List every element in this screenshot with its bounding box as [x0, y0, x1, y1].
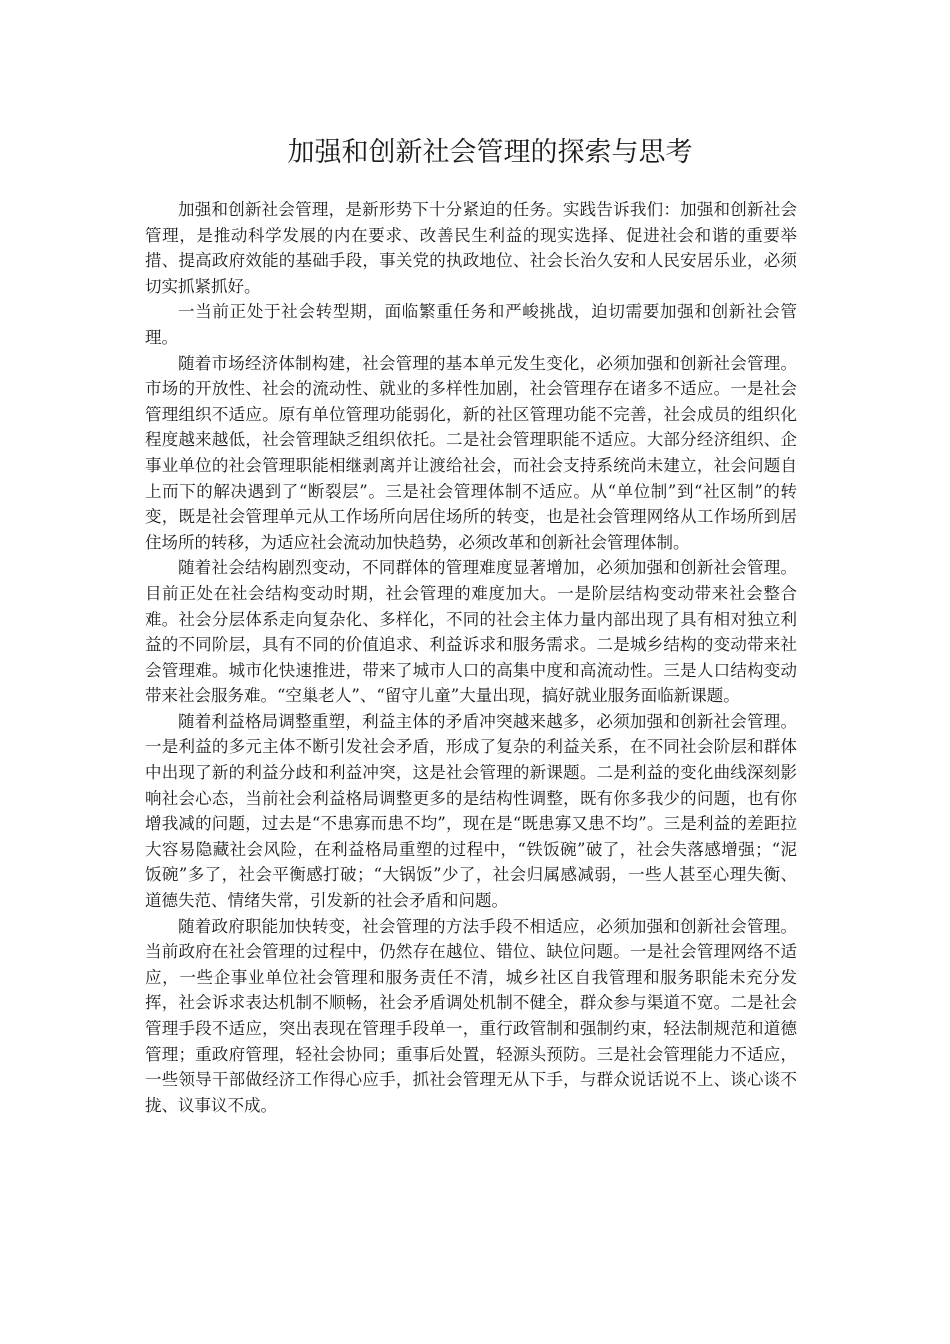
document-title: 加强和创新社会管理的探索与思考 — [287, 137, 693, 168]
paragraph-social-structure: 随着社会结构剧烈变动，不同群体的管理难度显著增加，必须加强和创新社会管理。目前正处在社会结构变动时期，社会管理的难度加大。一是阶层结构变动带来社会整合难。社会分层体系走向复杂化、多样化，不同的社会主体力量内部出现了具有相对独立利益的不同阶层，具有不同的价值追求、利益诉求和服务需求。二是城乡结构的变动带来社会管理难。城市化快速推进，带来了城市人口的高集中度和高流动性。三是人口结构变动带来社会服务难。“空巢老人”、“留守儿童”大量出现，搞好就业服务面临新课题。 — [145, 558, 797, 706]
paragraph-interest-pattern: 随着利益格局调整重塑，利益主体的矛盾冲突越来越多，必须加强和创新社会管理。一是利益的多元主体不断引发社会矛盾，形成了复杂的利益关系，在不同社会阶层和群体中出现了新的利益分歧和利益冲突，这是社会管理的新课题。二是利益的变化曲线深刻影响社会心态，当前社会利益格局调整更多的是结构性调整，既有你多我少的问题，也有你增我减的问题，过去是“不患寡而患不均”，现在是“既患寡又患不均”。三是利益的差距拉大容易隐藏社会风险，在利益格局重塑的过程中，“铁饭碗”破了，社会失落感增强；“泥饭碗”多了，社会平衡感打破；“大锅饭”少了，社会归属感减弱，一些人甚至心理失衡、道德失范、情绪失常，引发新的社会矛盾和问题。 — [145, 711, 797, 911]
document-body — [145, 197, 797, 1118]
paragraph-market-economy: 随着市场经济体制构建，社会管理的基本单元发生变化，必须加强和创新社会管理。市场的开放性、社会的流动性、就业的多样性加剧，社会管理存在诸多不适应。一是社会管理组织不适应。原有单位管理功能弱化，新的社区管理功能不完善，社会成员的组织化程度越来越低，社会管理缺乏组织依托。二是社会管理职能不适应。大部分经济组织、企事业单位的社会管理职能相继剥离并让渡给社会，而社会支持系统尚未建立，社会问题自上而下的解决遇到了“断裂层”。三是社会管理体制不适应。从“单位制”到“社区制”的转变，既是社会管理单元从工作场所向居住场所的转变，也是社会管理网络从工作场所到居住场所的转移，为适应社会流动加快趋势，必须改革和创新社会管理体制。 — [145, 353, 797, 552]
paragraph-intro: 加强和创新社会管理，是新形势下十分紧迫的任务。实践告诉我们：加强和创新社会管理，是推动科学发展的内在要求、改善民生利益的现实选择、促进社会和谐的重要举措、提高政府效能的基础手段，事关党的执政地位、社会长治久安和人民安居乐业，必须切实抓紧抓好。 — [145, 200, 797, 296]
paragraph-government-function: 随着政府职能加快转变，社会管理的方法手段不相适应，必须加强和创新社会管理。当前政府在社会管理的过程中，仍然存在越位、错位、缺位问题。一是社会管理网络不适应，一些企事业单位社会管理和服务责任不清，城乡社区自我管理和服务职能未充分发挥，社会诉求表达机制不顺畅，社会矛盾调处机制不健全，群众参与渠道不宽。二是社会管理手段不适应，突出表现在管理手段单一，重行政管制和强制约束，轻法制规范和道德管理；重政府管理，轻社会协同；重事后处置，轻源头预防。三是社会管理能力不适应，一些领导干部做经济工作得心应手，抓社会管理无从下手，与群众说话说不上、谈心谈不拢、议事议不成。 — [145, 916, 797, 1115]
paragraph-transition: 一当前正处于社会转型期，面临繁重任务和严峻挑战，迫切需要加强和创新社会管理。 — [145, 302, 797, 347]
